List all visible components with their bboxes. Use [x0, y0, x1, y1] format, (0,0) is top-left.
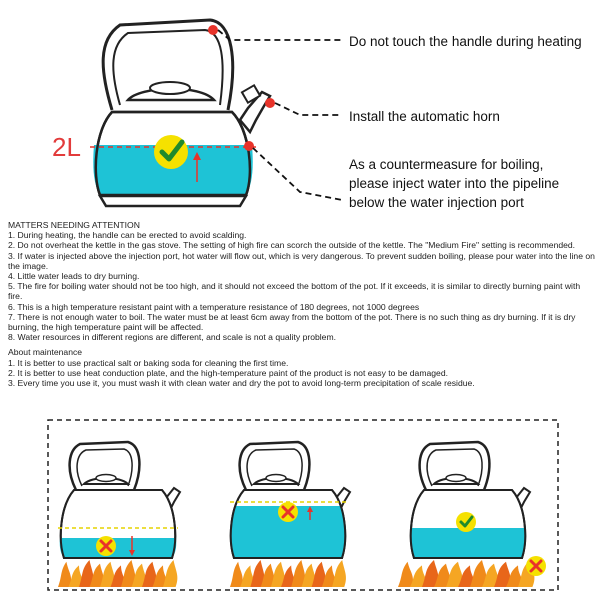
handle-marker-dot: [208, 25, 218, 35]
flame-icon: [398, 560, 534, 587]
handle-callout: Do not touch the handle during heating: [349, 34, 582, 49]
attention-heading: MATTERS NEEDING ATTENTION: [8, 220, 140, 230]
cross-icon: [278, 502, 298, 522]
boil-callout: [349, 155, 559, 212]
horn-marker-dot: [265, 98, 275, 108]
maintenance-item: 2. It is better to use heat conduction plate, and the high-temperature paint of the product is not easy to be damaged.: [8, 367, 448, 378]
notes-section: [8, 220, 596, 388]
maintenance-item: 3. Every time you use it, you must wash it with clean water and dry the pot to avoid long-term precipitation of scale residue.: [8, 378, 475, 389]
attention-item: 7. There is not enough water to boil. The water must be at least 6cm away from the bottom of the pot. There is no such thing as dry burning. If it is dry burning, the high temperature paint will be affected.: [8, 311, 576, 333]
kettle-correct-level: [398, 442, 546, 587]
flame-icon: [58, 560, 177, 587]
check-icon: [456, 512, 476, 532]
boil-callout-line-3: below the water injection port: [349, 195, 524, 210]
cross-icon: [526, 556, 546, 576]
kettle-too-much-water: [230, 442, 350, 587]
attention-item: 5. The fire for boiling water should not be too high, and it should not exceed the bottom of the pot. If it exceeds, it is similar to directly burning paint with fire.: [8, 281, 581, 302]
maintenance-heading: About maintenance: [8, 347, 83, 358]
check-icon: [154, 135, 188, 169]
flame-icon: [230, 560, 346, 587]
attention-item: 1. During heating, the handle can be erected to avoid scalding.: [8, 230, 247, 241]
boil-callout-line-2: please inject water into the pipeline: [349, 176, 560, 191]
kettle-too-little-water: [58, 442, 180, 587]
attention-item: 2. Do not overheat the kettle in the gas stove. The setting of high fire can scorch the outside of the kettle. The "Medium Fire" setting is recommended.: [8, 240, 576, 251]
attention-item: 6. This is a high temperature resistant paint with a temperature resistance of 180 degrees, not 1000 degrees: [8, 301, 420, 312]
horn-callout: Install the automatic horn: [349, 109, 500, 124]
maintenance-item: 1. It is better to use practical salt or baking soda for cleaning the first time.: [8, 357, 289, 368]
level-marker-dot: [244, 141, 254, 151]
boil-callout-line-1: As a countermeasure for boiling,: [349, 157, 544, 172]
level-label: 2L: [52, 132, 81, 162]
cross-icon: [96, 536, 116, 556]
kettle-icon: [93, 20, 270, 206]
attention-item: 3. If water is injected above the injection port, hot water will flow out, which is very dangerous. To prevent sudden boiling, please pour water into the line on the image.: [8, 250, 595, 271]
attention-item: 4. Little water leads to dry burning.: [8, 271, 140, 282]
attention-item: 8. Water resources in different regions are different, and scale is not a quality problem.: [8, 332, 337, 343]
